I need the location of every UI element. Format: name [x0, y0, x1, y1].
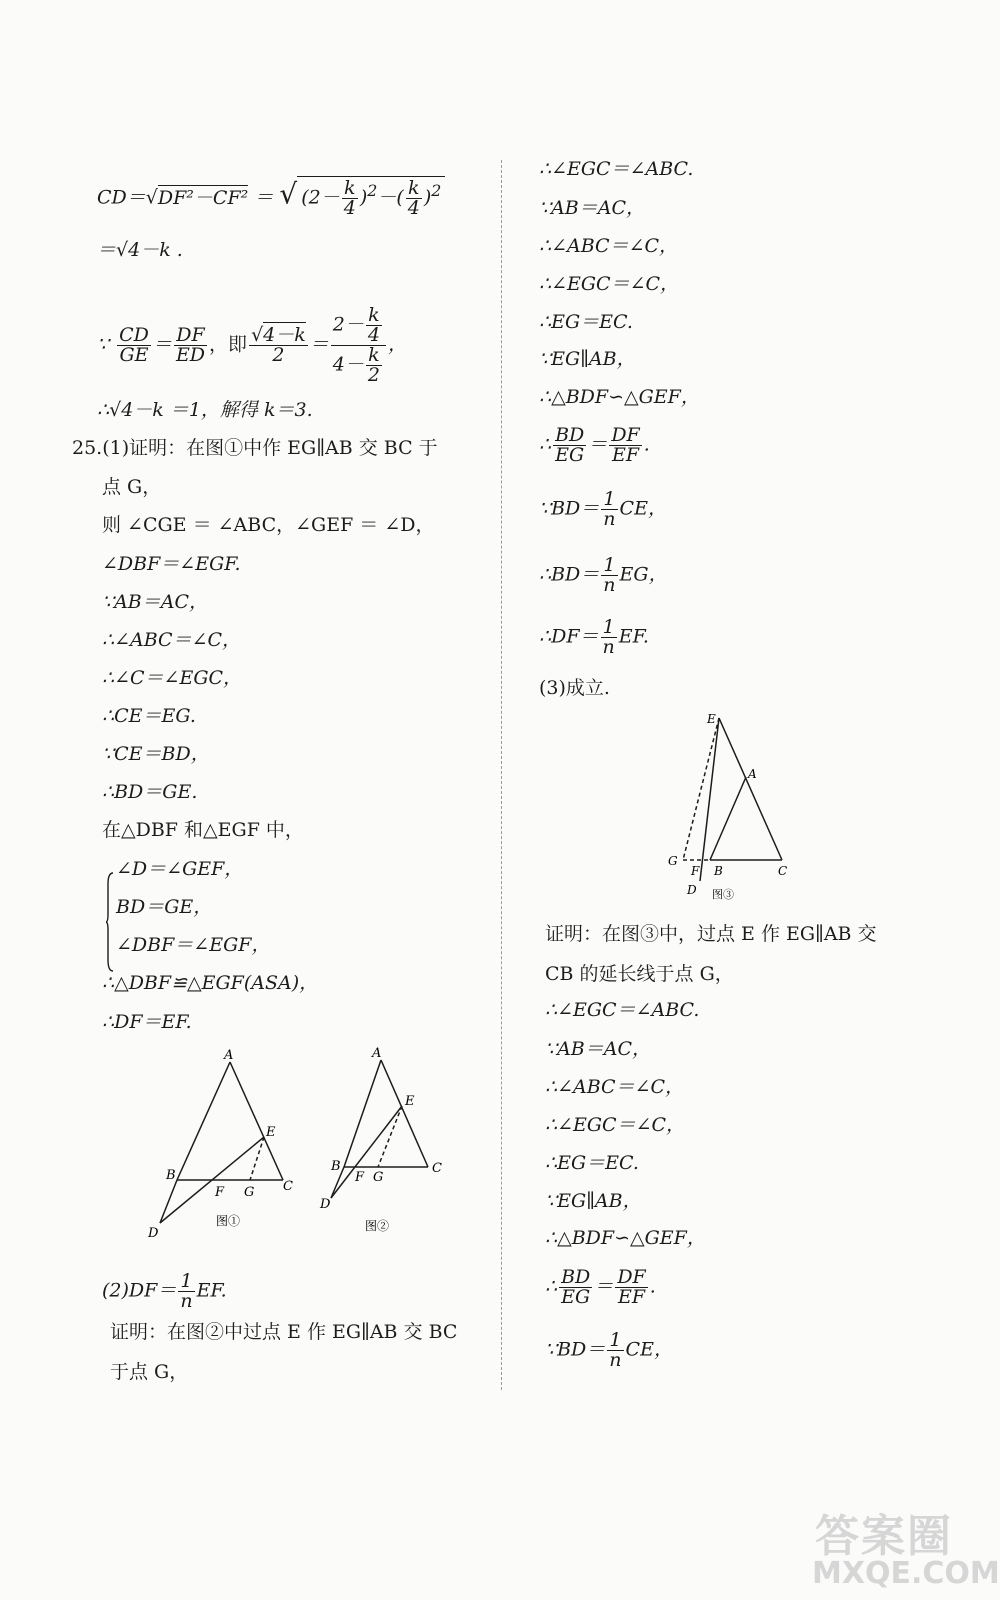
part2-suffix: EF.	[196, 1279, 227, 1302]
right-line-2: ∵AB＝AC，	[539, 197, 646, 219]
cd-k2: k	[406, 179, 422, 199]
cd-line2: ＝√4－k .	[97, 239, 183, 261]
fig1-label-f: F	[215, 1185, 225, 1200]
r11-post: EF.	[618, 625, 649, 648]
fig3-side-ab	[710, 777, 746, 860]
fig2-label-c: C	[432, 1161, 442, 1176]
r9-one: 1	[601, 490, 617, 510]
right-line-11	[539, 618, 649, 657]
part2-frac-n: n	[180, 1290, 193, 1312]
fig2-label-b: B	[331, 1159, 341, 1174]
right-ratio-1: ∴ $\frac{BD}{EG}$ ＝ $\frac{DF}{EF}$ .	[539, 424, 650, 466]
right-line-10	[539, 556, 668, 595]
fig1-label-c: C	[283, 1179, 293, 1194]
r9-pre: ∵BD＝	[539, 497, 600, 520]
proof-line-11: ∴DF＝EF.	[102, 1011, 192, 1033]
figure-3	[660, 705, 810, 905]
fig3-label-a: A	[748, 767, 757, 781]
proof-line-4: ∴∠ABC＝∠C，	[102, 629, 242, 651]
right-line-3: ∴∠ABC＝∠C，	[539, 235, 679, 257]
part3-line-9: ∴△BDF∽△GEF，	[545, 1227, 706, 1249]
part2-proof-line-1: 证明：在图②中过点 E 作 EG∥AB 交 BC	[110, 1321, 458, 1343]
s11-post: CE，	[625, 1338, 673, 1361]
fig2-caption: 图②	[365, 1219, 390, 1233]
right-line-4: ∴∠EGC＝∠C，	[539, 273, 680, 295]
fig1-label-g: G	[244, 1185, 255, 1200]
s11-n: n	[609, 1349, 622, 1371]
s10-ef: EF	[617, 1286, 646, 1308]
part3-ratio: ∴ $\frac{BD}{EG}$ ＝ $\frac{DF}{EF}$ .	[545, 1266, 656, 1308]
ratio-den-a: 4－	[332, 353, 364, 376]
cd-label: CD＝	[97, 186, 146, 209]
ratio-k2: k	[366, 346, 382, 366]
fig2-label-f: F	[355, 1170, 365, 1185]
cd-4b: 4	[407, 197, 420, 219]
ratio-rad: 4－k	[263, 324, 306, 346]
right-line-9	[539, 490, 667, 529]
ratio-cd: CD	[119, 324, 149, 346]
r11-n: n	[602, 636, 615, 658]
solve-line: ∴√4－k ＝1，解得 k＝3.	[97, 399, 313, 421]
ratio-ji: ，即	[209, 333, 248, 356]
part3-line-3: ∴∠EGC＝∠ABC.	[545, 999, 700, 1021]
proof-line-10: ∴△DBF≌△EGF(ASA)，	[102, 972, 319, 994]
part2-answer	[102, 1272, 227, 1311]
ratio-ge: GE	[119, 344, 149, 366]
fig1-label-e: E	[266, 1125, 276, 1140]
ratio-two: 2	[272, 344, 285, 366]
proof-line-9: 在△DBF 和△EGF 中，	[102, 819, 304, 841]
watermark-logo: 答案圈	[815, 1511, 953, 1562]
cd-sq1: 2	[367, 181, 378, 201]
system-line-1: ∠D＝∠GEF，	[116, 858, 244, 880]
therefore-symbol: ∴	[539, 433, 552, 456]
because-symbol: ∵	[97, 333, 110, 356]
fig1-caption: 图①	[216, 1214, 241, 1228]
r11-pre: ∴DF＝	[539, 625, 599, 648]
right-line-5: ∴EG＝EC.	[539, 311, 633, 333]
r8-bd: BD	[555, 424, 585, 446]
fig1-label-b: B	[166, 1168, 176, 1183]
s11-pre: ∵BD＝	[545, 1338, 606, 1361]
system-line-2: BD＝GE，	[116, 896, 213, 918]
fig1-side-ab	[177, 1062, 230, 1180]
proof-line-1: 则 ∠CGE ＝ ∠ABC，∠GEF ＝ ∠D，	[102, 514, 435, 536]
part3-line-4: ∵AB＝AC，	[545, 1038, 652, 1060]
fig2-label-e: E	[405, 1094, 415, 1109]
r10-pre: ∴BD＝	[539, 563, 600, 586]
r9-post: CE，	[619, 497, 667, 520]
fig3-label-b: B	[714, 864, 723, 878]
cd-equation: CD＝√DF²－CF² ＝ √(2－ $\frac{k}{4}$ )$^2$－( $\frac{k}{4}$ )$^2$	[97, 176, 445, 220]
ratio-equation: ∵ $\frac{CD}{GE}$ ＝ $\frac{DF}{ED}$ ，即 $\frac{√4-k}{2}$ ＝ 2－ $\frac{k}{4}$ 4－ $\frac{k}{2}$ ，	[97, 304, 407, 386]
proof-line-7: ∵CE＝BD，	[102, 743, 210, 765]
s10-post: .	[649, 1275, 656, 1298]
part3-proof-line-2: CB 的延长线于点 G，	[545, 963, 734, 985]
right-line-6: ∵EG∥AB，	[539, 348, 636, 370]
figure-1	[140, 1045, 300, 1245]
fig3-seg-ed	[700, 718, 719, 881]
fig2-side-ac	[381, 1060, 428, 1167]
fig2-label-a: A	[372, 1046, 382, 1061]
cd-minus: －	[377, 186, 397, 209]
proof-line-8: ∴BD＝GE.	[102, 781, 198, 803]
ratio-df: DF	[174, 326, 207, 346]
s10-eg: EG	[561, 1286, 591, 1308]
s10-df: DF	[617, 1266, 646, 1288]
part3-line-11	[545, 1331, 673, 1370]
part3-answer: (3)成立.	[539, 677, 610, 699]
r10-n: n	[603, 574, 616, 596]
ratio-den2: 2	[367, 364, 380, 386]
r11-one: 1	[601, 618, 617, 638]
proof-line-3: ∵AB＝AC，	[102, 591, 209, 613]
figure-2	[315, 1040, 455, 1240]
proof-line-5: ∴∠C＝∠EGC，	[102, 667, 243, 689]
s10-pre: ∴	[545, 1275, 558, 1298]
ratio-end: ，	[387, 333, 407, 356]
r10-one: 1	[601, 556, 617, 576]
watermark-url: MXQE.COM	[812, 1556, 1000, 1591]
fig2-side-ab	[344, 1060, 381, 1167]
fig1-label-d: D	[148, 1226, 159, 1241]
part2-frac-one: 1	[178, 1272, 194, 1292]
fig2-label-d: D	[320, 1197, 331, 1212]
q25-part1-line1: 25.(1)证明：在图①中作 EG∥AB 交 BC 于	[72, 437, 438, 459]
fig3-seg-eg	[683, 718, 719, 860]
column-divider	[501, 160, 502, 1390]
cd-radicand: DF²－CF²	[157, 186, 249, 209]
cd-sq2: 2	[431, 181, 442, 201]
system-line-3: ∠DBF＝∠EGF，	[116, 934, 271, 956]
right-line-1: ∴∠EGC＝∠ABC.	[539, 158, 694, 180]
right-line-7: ∴△BDF∽△GEF，	[539, 386, 700, 408]
part2-prefix: (2)DF＝	[102, 1279, 177, 1302]
r8-eg: EG	[555, 444, 585, 466]
ratio-num-a: 2－	[332, 313, 364, 336]
s10-bd: BD	[561, 1266, 591, 1288]
r8-df: DF	[611, 424, 640, 446]
cd-4a: 4	[343, 197, 356, 219]
system-brace	[106, 872, 114, 972]
r8-post: .	[643, 433, 650, 456]
fig2-label-g: G	[373, 1170, 384, 1185]
part3-proof-line-1: 证明：在图③中，过点 E 作 EG∥AB 交	[545, 923, 877, 945]
fig3-label-e: E	[707, 712, 716, 726]
fig1-side-ac	[230, 1062, 283, 1180]
proof-line-2: ∠DBF＝∠EGF.	[102, 553, 241, 575]
fig1-label-a: A	[224, 1048, 234, 1063]
cd-term-a: 2－	[308, 186, 340, 209]
part2-proof-line-2: 于点 G，	[110, 1361, 189, 1383]
part3-line-6: ∴∠EGC＝∠C，	[545, 1114, 686, 1136]
proof-line-6: ∴CE＝EG.	[102, 705, 196, 727]
part3-line-8: ∵EG∥AB，	[545, 1190, 642, 1212]
part3-line-7: ∴EG＝EC.	[545, 1152, 639, 1174]
fig3-label-c: C	[778, 864, 788, 878]
r10-post: EG，	[619, 563, 668, 586]
cd-eq2: ＝	[254, 186, 274, 209]
cd-k1: k	[342, 179, 358, 199]
part3-line-5: ∴∠ABC＝∠C，	[545, 1076, 685, 1098]
ratio-ed: ED	[175, 344, 206, 366]
r9-n: n	[603, 508, 616, 530]
ratio-den4: 4	[367, 324, 380, 346]
q25-part1-line2: 点 G，	[102, 476, 162, 498]
r8-ef: EF	[611, 444, 640, 466]
fig2-seg-de	[331, 1106, 402, 1198]
fig3-seg-ec	[719, 718, 782, 860]
fig3-caption: 图③	[712, 888, 734, 901]
s11-one: 1	[607, 1331, 623, 1351]
fig3-label-f: F	[691, 864, 700, 878]
fig3-label-d: D	[687, 883, 697, 897]
fig2-seg-eg	[378, 1106, 402, 1167]
ratio-k1: k	[366, 306, 382, 326]
fig3-label-g: G	[668, 854, 678, 868]
